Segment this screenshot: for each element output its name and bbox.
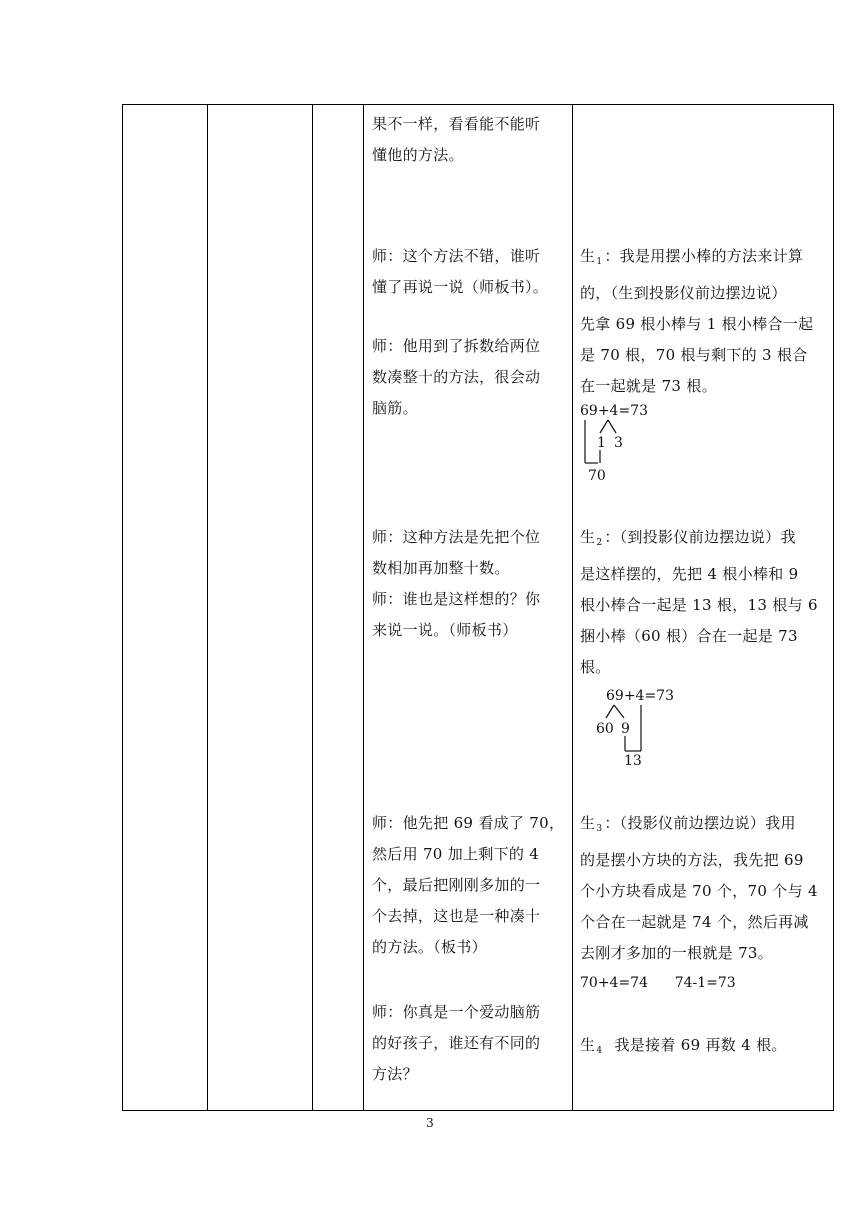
speech-text: 我是接着 69 再数 4 根。 bbox=[604, 1036, 787, 1054]
speaker-label: 生 bbox=[580, 1036, 596, 1054]
student-4-block bbox=[580, 1030, 830, 1067]
text-line: 先拿 69 根小棒与 1 根小棒合一起 bbox=[580, 315, 814, 333]
text-line: 师：他先把 69 看成了 70， bbox=[372, 814, 565, 832]
text-line: 然后用 70 加上剩下的 4 bbox=[372, 845, 540, 863]
text-line bbox=[580, 522, 830, 559]
teacher-block-3 bbox=[372, 331, 568, 424]
table-border-right bbox=[833, 104, 834, 1111]
partial-result: 13 bbox=[624, 753, 642, 769]
equation-line: 70+4=74 74-1=73 bbox=[580, 975, 736, 991]
text-line: 师：谁也是这样想的？你 bbox=[372, 590, 541, 608]
text-line: 数凑整十的方法，很会动 bbox=[372, 368, 541, 386]
table-border-left bbox=[122, 104, 123, 1111]
text-line: 在一起就是 73 根。 bbox=[580, 377, 717, 395]
text-line bbox=[580, 1030, 830, 1067]
text-line: 根小棒合一起是 13 根，13 根与 6 bbox=[580, 596, 818, 614]
text-line: 数相加再加整十数。 bbox=[372, 559, 510, 577]
text-line: 捆小棒（60 根）合在一起是 73 bbox=[580, 627, 798, 645]
text-line: 个合在一起就是 74 个，然后再减 bbox=[580, 913, 809, 931]
teacher-block-5 bbox=[372, 808, 568, 963]
text-line: 是 70 根，70 根与剩下的 3 根合 bbox=[580, 346, 808, 364]
table-column-divider bbox=[363, 104, 364, 1111]
split-line bbox=[614, 705, 624, 718]
student-2-block bbox=[580, 522, 830, 683]
speaker-label: 生 bbox=[580, 528, 596, 546]
split-part-a: 1 bbox=[597, 435, 606, 451]
split-line bbox=[600, 420, 608, 433]
partial-result: 70 bbox=[588, 468, 606, 484]
diagram-svg bbox=[596, 685, 716, 771]
text-line: 根。 bbox=[580, 658, 611, 676]
text-line: 师：你真是一个爱动脑筋 bbox=[372, 1003, 541, 1021]
text-line: 懂了再说一说（师板书）。 bbox=[372, 278, 549, 296]
text-line: 师：这种方法是先把个位 bbox=[372, 528, 541, 546]
text-line: 个小方块看成是 70 个，70 个与 4 bbox=[580, 882, 818, 900]
speaker-subscript: 1 bbox=[596, 257, 603, 267]
split-part-b: 9 bbox=[621, 721, 630, 737]
text-line: 的是摆小方块的方法，我先把 69 bbox=[580, 851, 804, 869]
text-line: 懂他的方法。 bbox=[372, 146, 464, 164]
split-part-a: 60 bbox=[596, 721, 614, 737]
text-line: 师：他用到了拆数给两位 bbox=[372, 337, 541, 355]
text-line: 个去掉，这也是一种凑十 bbox=[372, 907, 541, 925]
text-line: 果不一样，看看能不能听 bbox=[372, 115, 541, 133]
text-line: 方法？ bbox=[372, 1065, 418, 1083]
text-line: 去刚才多加的一根就是 73。 bbox=[580, 944, 774, 962]
diagram-svg bbox=[580, 400, 700, 486]
teacher-block-6 bbox=[372, 997, 568, 1090]
table-column-divider bbox=[207, 104, 208, 1111]
speech-text: ：我是用摆小棒的方法来计算 bbox=[604, 247, 804, 265]
text-line bbox=[580, 241, 830, 278]
speaker-label: 生 bbox=[580, 814, 596, 832]
text-line: 师：这个方法不错，谁听 bbox=[372, 247, 541, 265]
teacher-block-2 bbox=[372, 241, 568, 303]
speaker-subscript: 2 bbox=[596, 538, 603, 548]
speech-text: ：（到投影仪前边摆边说）我 bbox=[604, 528, 796, 546]
page-number: 3 bbox=[426, 1116, 434, 1130]
student-1-block bbox=[580, 241, 830, 402]
speaker-subscript: 4 bbox=[596, 1046, 603, 1056]
text-line: 个，最后把刚刚多加的一 bbox=[372, 876, 541, 894]
table-column-divider bbox=[312, 104, 313, 1111]
text-line: 脑筋。 bbox=[372, 399, 418, 417]
speaker-label: 生 bbox=[580, 247, 596, 265]
speech-text: ：（投影仪前边摆边说）我用 bbox=[604, 814, 796, 832]
teacher-block-1 bbox=[372, 109, 568, 171]
teacher-block-4 bbox=[372, 522, 568, 646]
table-border-bottom bbox=[122, 1110, 834, 1111]
split-line bbox=[608, 420, 616, 433]
split-part-b: 3 bbox=[614, 435, 623, 451]
equation-text: 69+4=73 bbox=[606, 688, 674, 704]
text-line: 来说一说。（师板书） bbox=[372, 621, 518, 639]
equation-text: 69+4=73 bbox=[580, 403, 648, 419]
split-diagram-1 bbox=[580, 400, 700, 490]
split-diagram-2 bbox=[596, 685, 716, 775]
table-column-divider bbox=[572, 104, 573, 1111]
table-border-top bbox=[122, 104, 834, 105]
text-line bbox=[580, 808, 830, 845]
student-3-block bbox=[580, 808, 830, 969]
text-line: 的好孩子，谁还有不同的 bbox=[372, 1034, 541, 1052]
split-line bbox=[606, 705, 614, 718]
speaker-subscript: 3 bbox=[596, 824, 603, 834]
text-line: 是这样摆的，先把 4 根小棒和 9 bbox=[580, 565, 799, 583]
text-line: 的方法。（板书） bbox=[372, 938, 487, 956]
text-line: 的，（生到投影仪前边摆边说） bbox=[580, 284, 787, 302]
